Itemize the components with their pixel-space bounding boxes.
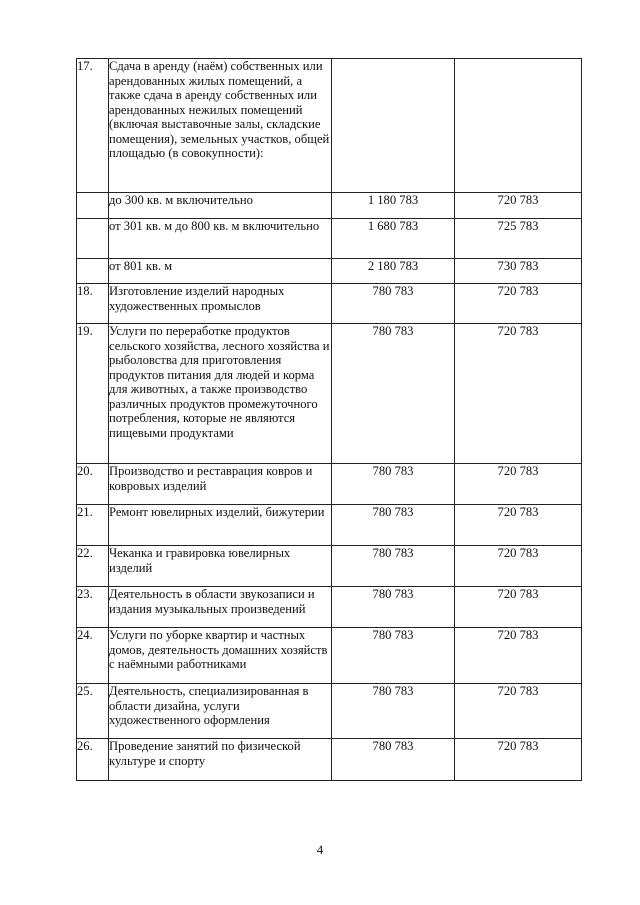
table-row <box>77 628 582 684</box>
row-number: 25. <box>77 684 109 739</box>
row-value-1 <box>332 59 455 193</box>
row-number: 19. <box>77 324 109 464</box>
row-name: Деятельность в области звукозаписи и издания музыкальных произведений <box>109 587 332 628</box>
row-name: Услуги по уборке квартир и частных домов, деятельность домашних хозяйств с наёмными работниками <box>109 628 332 684</box>
row-name: Ремонт ювелирных изделий, бижутерии <box>109 505 332 546</box>
row-value-1: 780 783 <box>332 324 455 464</box>
row-value-1: 1 180 783 <box>332 193 455 219</box>
row-name: до 300 кв. м включительно <box>109 193 332 219</box>
row-number: 26. <box>77 739 109 781</box>
row-name: Производство и реставрация ковров и ковровых изделий <box>109 464 332 505</box>
row-number: 24. <box>77 628 109 684</box>
tariff-table <box>76 58 582 781</box>
table-row <box>77 284 582 324</box>
row-name: Услуги по переработке продуктов сельского хозяйства, лесного хозяйства и рыболовства для приготовления продуктов питания для людей и корма для животных, а также производство различных продуктов промежуточного потребления, которые не являются пищевыми продуктами <box>109 324 332 464</box>
row-value-1: 780 783 <box>332 546 455 587</box>
table-row <box>77 324 582 464</box>
table-row <box>77 59 582 193</box>
row-value-1: 780 783 <box>332 684 455 739</box>
row-value-2: 720 783 <box>455 628 582 684</box>
row-number <box>77 219 109 259</box>
table-row <box>77 464 582 505</box>
table-row <box>77 684 582 739</box>
table-row <box>77 193 582 219</box>
row-name: Сдача в аренду (наём) собственных или арендованных жилых помещений, а также сдача в аренду собственных или арендованных нежилых помещений (включая выставочные залы, складские помещения), земельных участков, общей площадью (в совокупности): <box>109 59 332 193</box>
row-value-2: 720 783 <box>455 505 582 546</box>
table-row <box>77 505 582 546</box>
row-number: 20. <box>77 464 109 505</box>
row-name: Чеканка и гравировка ювелирных изделий <box>109 546 332 587</box>
row-value-2: 725 783 <box>455 219 582 259</box>
row-value-2: 720 783 <box>455 587 582 628</box>
table-row <box>77 546 582 587</box>
row-value-1: 780 783 <box>332 505 455 546</box>
row-value-2: 720 783 <box>455 284 582 324</box>
row-name: Изготовление изделий народных художественных промыслов <box>109 284 332 324</box>
row-value-1: 780 783 <box>332 739 455 781</box>
row-number <box>77 259 109 284</box>
row-name: Проведение занятий по физической культуре и спорту <box>109 739 332 781</box>
row-number <box>77 193 109 219</box>
row-value-1: 780 783 <box>332 587 455 628</box>
row-value-1: 1 680 783 <box>332 219 455 259</box>
row-number: 17. <box>77 59 109 193</box>
table-row <box>77 587 582 628</box>
row-value-1: 780 783 <box>332 284 455 324</box>
row-value-2: 720 783 <box>455 684 582 739</box>
table-row <box>77 259 582 284</box>
row-name: Деятельность, специализированная в области дизайна, услуги художественного оформления <box>109 684 332 739</box>
page-number: 4 <box>316 842 324 857</box>
row-value-2: 720 783 <box>455 193 582 219</box>
row-name: от 801 кв. м <box>109 259 332 284</box>
row-name: от 301 кв. м до 800 кв. м включительно <box>109 219 332 259</box>
row-value-2: 720 783 <box>455 546 582 587</box>
row-value-2: 720 783 <box>455 324 582 464</box>
table-row <box>77 219 582 259</box>
row-value-1: 780 783 <box>332 464 455 505</box>
row-value-2 <box>455 59 582 193</box>
row-number: 23. <box>77 587 109 628</box>
row-value-2: 730 783 <box>455 259 582 284</box>
row-value-1: 2 180 783 <box>332 259 455 284</box>
row-number: 21. <box>77 505 109 546</box>
row-number: 18. <box>77 284 109 324</box>
row-value-1: 780 783 <box>332 628 455 684</box>
row-number: 22. <box>77 546 109 587</box>
table-row <box>77 739 582 781</box>
row-value-2: 720 783 <box>455 464 582 505</box>
row-value-2: 720 783 <box>455 739 582 781</box>
